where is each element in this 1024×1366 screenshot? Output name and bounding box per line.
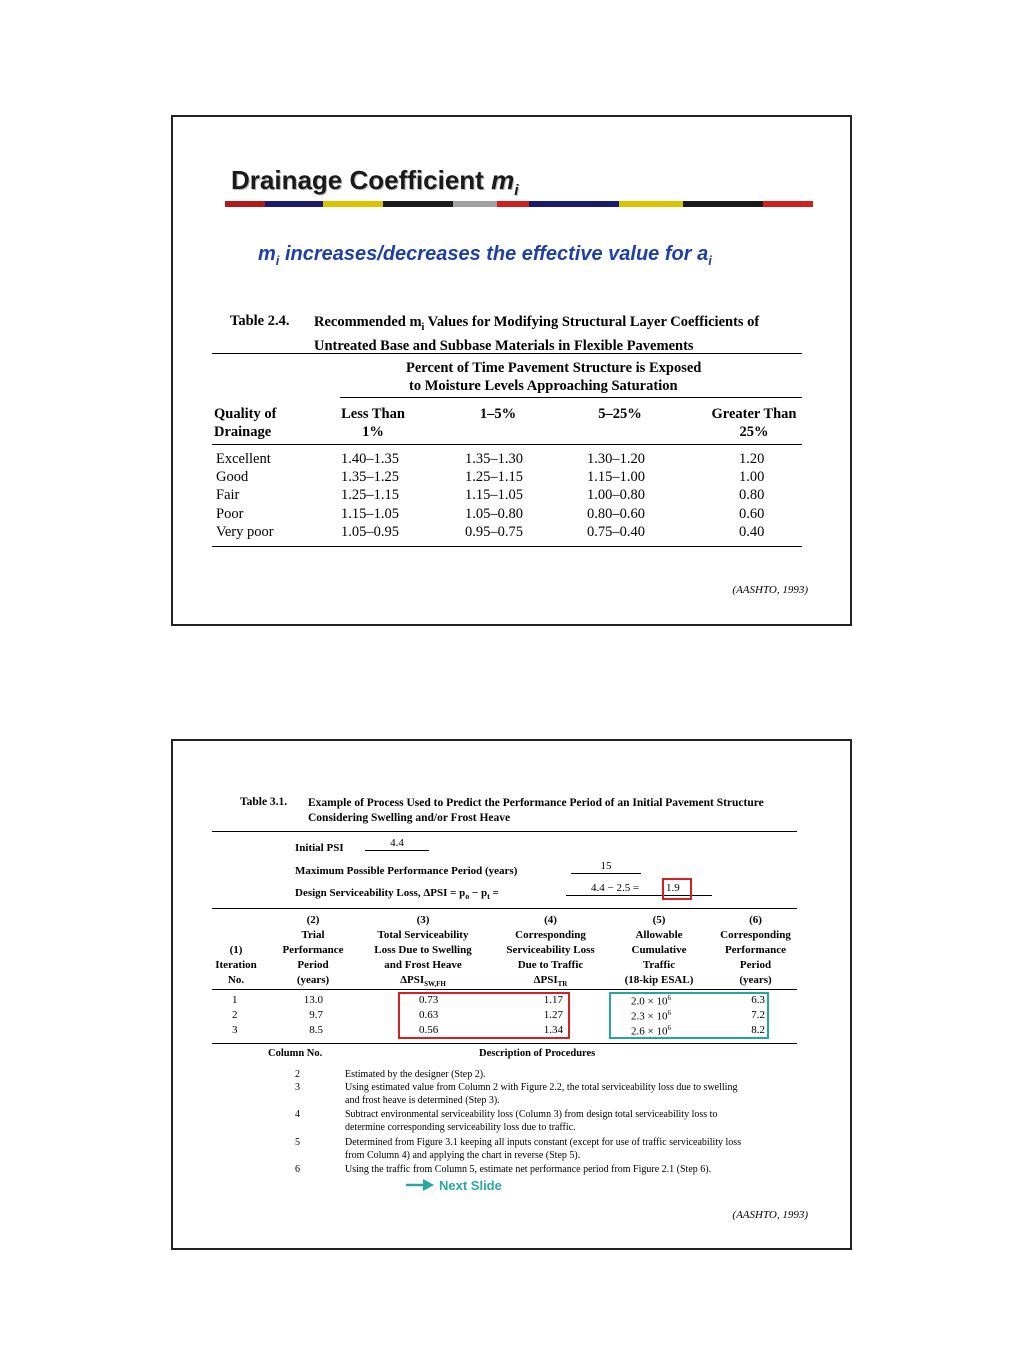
cell: 1.17 (543, 994, 563, 1006)
title-color-bar (225, 201, 813, 207)
slide-performance-period-table (171, 739, 852, 1250)
col-header-loss-traffic: (4) Corresponding Serviceability Loss Due to Traffic $\Delta PSI_{TR}$ (506, 914, 595, 989)
col-header-allowable-traffic: (5) Allowable Cumulative Traffic (18-kip ESAL) (624, 914, 694, 986)
next-slide-link[interactable]: Next Slide (439, 1178, 502, 1193)
row-label: Good (216, 469, 249, 485)
slide-drainage-coefficient (171, 115, 852, 626)
bar-segment (323, 201, 383, 207)
procedure-col: 3 (295, 1082, 300, 1093)
rule (212, 908, 797, 909)
procedure-text: Determined from Figure 3.1 keeping all inputs constant (except for use of traffic serviceability loss from Column 4) and applying the chart in reverse (Step 5). (345, 1137, 742, 1161)
procedure-text: Estimated by the designer (Step 2). (345, 1069, 486, 1080)
cell: 1.00–0.80 (587, 487, 645, 503)
col-header-corresponding-period: (6) Corresponding Performance Period (years) (720, 914, 791, 986)
cell: 1.27 (543, 1009, 563, 1021)
procedure-col: 4 (295, 1109, 300, 1120)
reference: (AASHTO, 1993) (732, 1209, 808, 1221)
row-label: Very poor (216, 524, 274, 540)
bar-segment (453, 201, 497, 207)
table-label: Table 2.4. (230, 313, 290, 329)
col-header-5-25: 5–25% (598, 406, 642, 422)
span-header-line1: Percent of Time Pavement Structure is Exposed (406, 360, 702, 376)
rule (212, 444, 802, 445)
right-arrow-icon (405, 1178, 435, 1192)
cell: 1.34 (543, 1024, 563, 1036)
cell: 1.15–1.05 (341, 506, 399, 522)
bar-segment (383, 201, 453, 207)
rule (212, 831, 797, 832)
col-header-iteration: (1) Iteration No. (215, 944, 257, 986)
bar-segment (763, 201, 813, 207)
cell: 0.80 (739, 487, 765, 503)
column-no-label: Column No. (268, 1048, 323, 1059)
cell: $2.6 \times 10^6$ (631, 1024, 671, 1038)
cell: 13.0 (303, 994, 323, 1006)
procedure-col: 2 (295, 1069, 300, 1080)
col-header-trial-period: (2) Trial Performance Period (years) (282, 914, 344, 986)
procedure-text: Subtract environmental serviceability loss (Column 3) from design total serviceability loss to determine corresponding serviceability loss due to traffic. (345, 1109, 718, 1133)
cell: 1 (232, 994, 238, 1006)
procedure-text: Using estimated value from Column 2 with Figure 2.2, the total serviceability loss due to swelling and frost heave is determined (Step 3). (345, 1082, 738, 1106)
max-period-label: Maximum Possible Performance Period (years) (295, 865, 518, 877)
rule (340, 397, 802, 398)
cell: 0.40 (739, 524, 765, 540)
cell: 0.73 (419, 994, 439, 1006)
reference: (AASHTO, 1993) (732, 584, 808, 596)
table-caption: Recommended $m_i$ Values for Modifying Structural Layer Coefficients of Untreated Base and Subbase Materials in Flexible Pavements (314, 314, 760, 354)
cell: 1.25–1.15 (341, 487, 399, 503)
cell: $2.0 \times 10^6$ (631, 994, 671, 1008)
col-header-greater-than-25: Greater Than 25% (711, 406, 797, 440)
cell: 1.05–0.95 (341, 524, 399, 540)
design-loss-label: Design Serviceability Loss, $\Delta PSI = p_o - p_t$ = (295, 887, 499, 902)
design-loss-result: 1.9 (666, 882, 680, 894)
col-header-1-5: 1–5% (479, 406, 517, 422)
cell: 1.30–1.20 (587, 451, 645, 467)
row-label: Excellent (216, 451, 271, 467)
cell: 0.63 (419, 1009, 439, 1021)
rule (212, 1043, 797, 1044)
cell: 8.5 (309, 1024, 323, 1036)
table-caption: Example of Process Used to Predict the Performance Period of an Initial Pavement Structure Considering Swelling and/or Frost Heave (308, 797, 764, 824)
bar-segment (265, 201, 323, 207)
slide-title: Drainage Coefficient $m_i$ (231, 165, 519, 200)
cell: 1.35–1.25 (341, 469, 399, 485)
cell: 1.25–1.15 (465, 469, 523, 485)
cell: 9.7 (309, 1009, 323, 1021)
col-header-quality: Quality of Drainage (214, 406, 277, 440)
cell: 0.56 (419, 1024, 439, 1036)
cell: 8.2 (751, 1024, 765, 1036)
cell: 1.05–0.80 (465, 506, 523, 522)
rule (212, 546, 802, 547)
cell: 0.80–0.60 (587, 506, 645, 522)
procedure-col: 5 (295, 1137, 300, 1148)
cell: 1.15–1.05 (465, 487, 523, 503)
cell: 0.75–0.40 (587, 524, 645, 540)
initial-psi-value: 4.4 (365, 837, 429, 851)
description-label: Description of Procedures (479, 1048, 596, 1059)
cell: 0.60 (739, 506, 765, 522)
span-header-line2: to Moisture Levels Approaching Saturation (409, 378, 678, 394)
procedure-col: 6 (295, 1164, 300, 1175)
cell: 1.00 (739, 469, 765, 485)
cell: 1.40–1.35 (341, 451, 399, 467)
row-label: Fair (216, 487, 240, 503)
cell: 1.35–1.30 (465, 451, 523, 467)
max-period-value: 15 (571, 860, 641, 874)
row-label: Poor (216, 506, 244, 522)
bar-segment (619, 201, 683, 207)
cell: 3 (232, 1024, 238, 1036)
bar-segment (529, 201, 619, 207)
procedure-text: Using the traffic from Column 5, estimate net performance period from Figure 2.1 (Step 6). (345, 1164, 712, 1175)
cell: $2.3 \times 10^6$ (631, 1009, 671, 1023)
cell: 0.95–0.75 (465, 524, 523, 540)
design-loss-calc: 4.4 − 2.5 = (591, 882, 640, 894)
cell: 7.2 (751, 1009, 765, 1021)
initial-psi-label: Initial PSI (295, 842, 344, 854)
cell: 1.15–1.00 (587, 469, 645, 485)
slide-subtitle: $m_i$ increases/decreases the effective value for $a_i$ (258, 243, 712, 268)
col-header-less-than-1: Less Than 1% (341, 406, 405, 440)
bar-segment (683, 201, 763, 207)
rule (212, 353, 802, 354)
rule (212, 989, 797, 990)
cell: 2 (232, 1009, 238, 1021)
bar-segment (225, 201, 265, 207)
cell: 1.20 (739, 451, 765, 467)
bar-segment (497, 201, 529, 207)
table-label: Table 3.1. (240, 796, 288, 808)
cell: 6.3 (751, 994, 765, 1006)
col-header-loss-swelling: (3) Total Serviceability Loss Due to Swelling and Frost Heave $\Delta PSI_{SW,FH}$ (374, 914, 472, 989)
